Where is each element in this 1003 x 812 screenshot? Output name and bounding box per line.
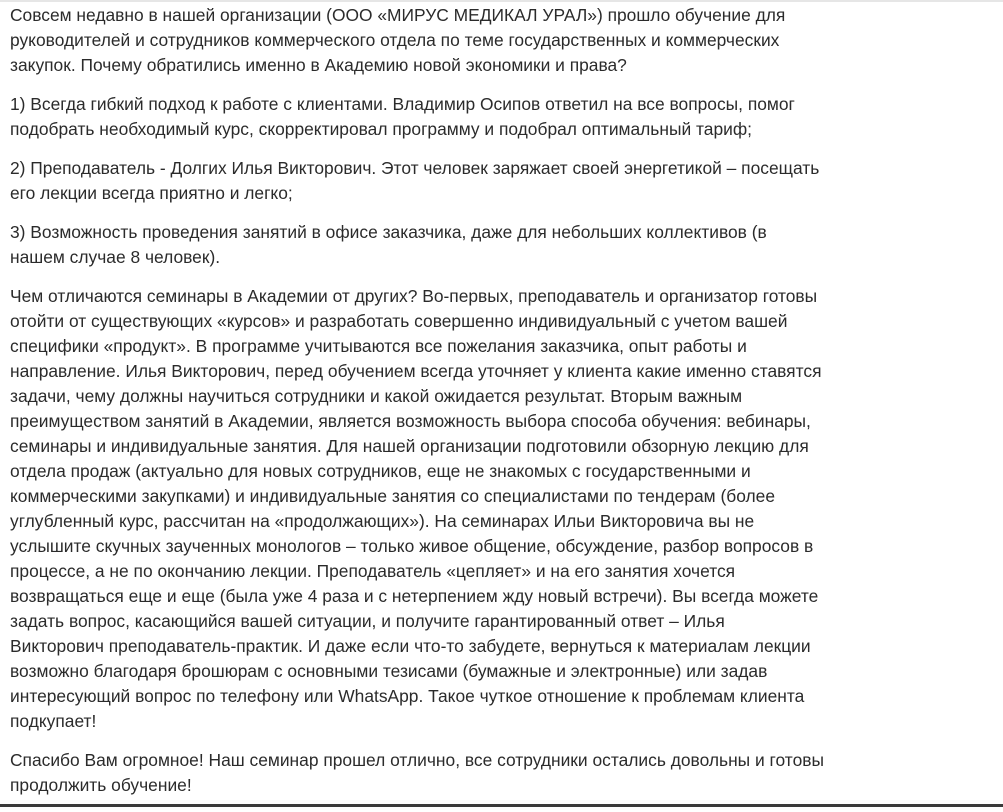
review-text xyxy=(10,3,995,812)
review-paragraph xyxy=(10,284,995,734)
text-line: нашем случае 8 человек). xyxy=(10,247,221,267)
top-divider xyxy=(0,0,1003,2)
review-paragraph xyxy=(10,92,995,142)
review-paragraph xyxy=(10,220,995,270)
review-paragraph xyxy=(10,748,995,798)
text-line: Чем отличаются семинары в Академии от других? Во-первых, преподаватель и организатор готовы xyxy=(10,286,818,306)
text-line: Викторович преподаватель-практик. И даже если что-то забудете, вернуться к материалам лекции xyxy=(10,636,811,656)
text-line: специфики «продукт». В программе учитываются все пожелания заказчика, опыт работы и xyxy=(10,336,747,356)
text-line: руководителей и сотрудников коммерческого отдела по теме государственных и коммерческих xyxy=(10,30,780,50)
text-line: возможно благодаря брошюрам с основными тезисами (бумажные и электронные) или задав xyxy=(10,661,768,681)
text-line: задачи, чему должны научиться сотрудники и какой ожидается результат. Вторым важным xyxy=(10,386,743,406)
text-line: направление. Илья Викторович, перед обучением всегда уточняет у клиента какие именно ставятся xyxy=(10,361,822,381)
text-line: продолжить обучение! xyxy=(10,775,192,795)
text-line: Спасибо Вам огромное! Наш семинар прошел отлично, все сотрудники остались довольны и готовы xyxy=(10,750,824,770)
text-line: 3) Возможность проведения занятий в офисе заказчика, даже для небольших коллективов (в xyxy=(10,222,767,242)
review-paragraph xyxy=(10,156,995,206)
text-line: услышите скучных заученных монологов – только живое общение, обсуждение, разбор вопросов в xyxy=(10,536,814,556)
text-line: процессе, а не по окончанию лекции. Преподаватель «цепляет» и на его занятия хочется xyxy=(10,561,736,581)
text-line: подобрать необходимый курс, скорректировал программу и подобрал оптимальный тариф; xyxy=(10,119,752,139)
text-line: подкупает! xyxy=(10,711,97,731)
review-paragraph xyxy=(10,3,995,78)
text-line: 1) Всегда гибкий подход к работе с клиентами. Владимир Осипов ответил на все вопросы, помог xyxy=(10,94,795,114)
text-line: преимуществом занятий в Академии, является возможность выбора способа обучения: вебинары, xyxy=(10,411,811,431)
text-line: Совсем недавно в нашей организации (ООО «МИРУС МЕДИКАЛ УРАЛ») прошло обучение для xyxy=(10,5,786,25)
text-line: углубленный курс, рассчитан на «продолжающих»). На семинарах Ильи Викторовича вы не xyxy=(10,511,755,531)
text-line: семинары и индивидуальные занятия. Для нашей организации подготовили обзорную лекцию для xyxy=(10,436,809,456)
text-line: закупок. Почему обратились именно в Академию новой экономики и права? xyxy=(10,55,627,75)
text-line: коммерческими закупками) и индивидуальные занятия со специалистами по тендерам (более xyxy=(10,486,776,506)
text-line: интересующий вопрос по телефону или WhatsApp. Такое чуткое отношение к проблемам клиента xyxy=(10,686,805,706)
text-line: задать вопрос, касающийся вашей ситуации, и получите гарантированный ответ – Илья xyxy=(10,611,725,631)
text-line: отойти от существующих «курсов» и разработать совершенно индивидуальный с учетом вашей xyxy=(10,311,788,331)
text-line: отдела продаж (актуально для новых сотрудников, еще не знакомых с государственными и xyxy=(10,461,751,481)
text-line: 2) Преподаватель - Долгих Илья Викторович. Этот человек заряжает своей энергетикой – посещать xyxy=(10,158,820,178)
text-line: возвращаться еще и еще (была уже 4 раза и с нетерпением жду новый встречи). Вы всегда можете xyxy=(10,586,819,606)
text-line: его лекции всегда приятно и легко; xyxy=(10,183,293,203)
